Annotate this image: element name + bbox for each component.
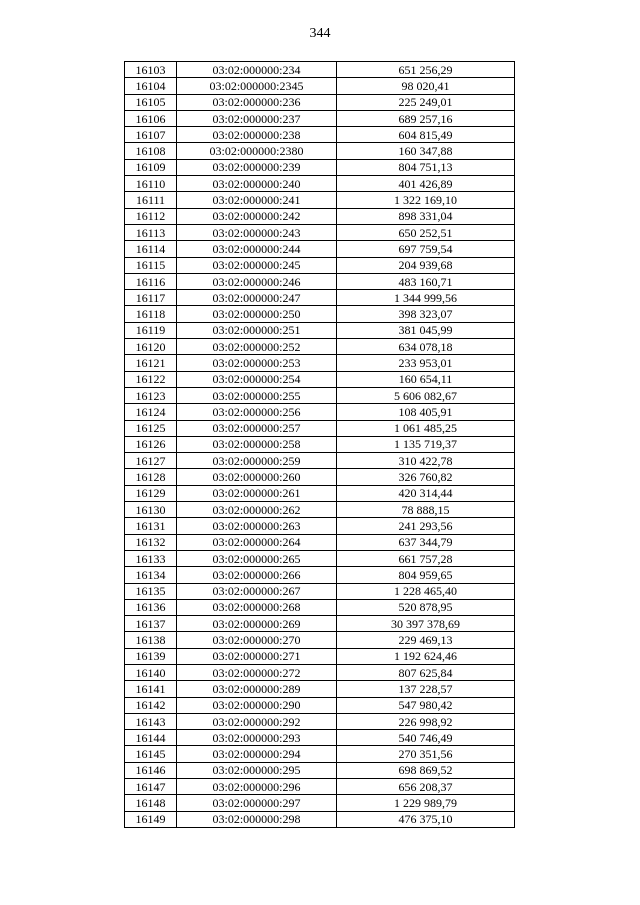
cadastral-number-cell: 03:02:000000:269 xyxy=(177,616,337,632)
cadastral-number-cell: 03:02:000000:243 xyxy=(177,224,337,240)
cadastral-number-cell: 03:02:000000:244 xyxy=(177,241,337,257)
cadastral-number-cell: 03:02:000000:237 xyxy=(177,110,337,126)
cadastral-value-cell: 98 020,41 xyxy=(337,78,515,94)
table-row xyxy=(125,713,515,729)
table-row xyxy=(125,387,515,403)
cadastral-number-cell: 03:02:000000:2380 xyxy=(177,143,337,159)
cadastral-value-cell: 547 980,42 xyxy=(337,697,515,713)
table-row xyxy=(125,224,515,240)
cadastral-number-cell: 03:02:000000:2345 xyxy=(177,78,337,94)
page-number: 344 xyxy=(309,26,331,41)
cadastral-value-cell: 326 760,82 xyxy=(337,469,515,485)
cadastral-number-cell: 03:02:000000:289 xyxy=(177,681,337,697)
row-number-cell: 16116 xyxy=(125,273,177,289)
cadastral-value-cell: 661 757,28 xyxy=(337,550,515,566)
cadastral-number-cell: 03:02:000000:253 xyxy=(177,355,337,371)
cadastral-number-cell: 03:02:000000:296 xyxy=(177,779,337,795)
row-number-cell: 16138 xyxy=(125,632,177,648)
cadastral-value-cell: 650 252,51 xyxy=(337,224,515,240)
cadastral-value-cell: 651 256,29 xyxy=(337,62,515,78)
cadastral-value-cell: 1 322 169,10 xyxy=(337,192,515,208)
table-row xyxy=(125,534,515,550)
row-number-cell: 16143 xyxy=(125,713,177,729)
row-number-cell: 16121 xyxy=(125,355,177,371)
cadastral-number-cell: 03:02:000000:266 xyxy=(177,567,337,583)
cadastral-value-cell: 137 228,57 xyxy=(337,681,515,697)
cadastral-value-cell: 160 654,11 xyxy=(337,371,515,387)
cadastral-value-cell: 604 815,49 xyxy=(337,127,515,143)
cadastral-value-cell: 204 939,68 xyxy=(337,257,515,273)
row-number-cell: 16123 xyxy=(125,387,177,403)
cadastral-number-cell: 03:02:000000:241 xyxy=(177,192,337,208)
cadastral-number-cell: 03:02:000000:257 xyxy=(177,420,337,436)
table-row xyxy=(125,436,515,452)
row-number-cell: 16129 xyxy=(125,485,177,501)
cadastral-number-cell: 03:02:000000:252 xyxy=(177,339,337,355)
row-number-cell: 16112 xyxy=(125,208,177,224)
cadastral-number-cell: 03:02:000000:247 xyxy=(177,290,337,306)
row-number-cell: 16126 xyxy=(125,436,177,452)
row-number-cell: 16117 xyxy=(125,290,177,306)
cadastral-number-cell: 03:02:000000:292 xyxy=(177,713,337,729)
table-row xyxy=(125,811,515,827)
cadastral-number-cell: 03:02:000000:251 xyxy=(177,322,337,338)
cadastral-value-table xyxy=(124,61,515,828)
cadastral-number-cell: 03:02:000000:255 xyxy=(177,387,337,403)
table-row xyxy=(125,762,515,778)
cadastral-value-cell: 898 331,04 xyxy=(337,208,515,224)
table-row xyxy=(125,453,515,469)
table-row xyxy=(125,697,515,713)
table-row xyxy=(125,502,515,518)
cadastral-number-cell: 03:02:000000:256 xyxy=(177,404,337,420)
row-number-cell: 16139 xyxy=(125,648,177,664)
cadastral-number-cell: 03:02:000000:250 xyxy=(177,306,337,322)
table-row xyxy=(125,143,515,159)
table-row xyxy=(125,306,515,322)
cadastral-number-cell: 03:02:000000:297 xyxy=(177,795,337,811)
cadastral-value-cell: 1 228 465,40 xyxy=(337,583,515,599)
table-row xyxy=(125,322,515,338)
row-number-cell: 16105 xyxy=(125,94,177,110)
cadastral-number-cell: 03:02:000000:258 xyxy=(177,436,337,452)
row-number-cell: 16142 xyxy=(125,697,177,713)
table-row xyxy=(125,632,515,648)
table-row xyxy=(125,664,515,680)
cadastral-number-cell: 03:02:000000:272 xyxy=(177,664,337,680)
cadastral-number-cell: 03:02:000000:234 xyxy=(177,62,337,78)
cadastral-number-cell: 03:02:000000:246 xyxy=(177,273,337,289)
table-row xyxy=(125,159,515,175)
cadastral-number-cell: 03:02:000000:261 xyxy=(177,485,337,501)
cadastral-value-cell: 1 192 624,46 xyxy=(337,648,515,664)
table-row xyxy=(125,599,515,615)
cadastral-number-cell: 03:02:000000:262 xyxy=(177,502,337,518)
table-row xyxy=(125,746,515,762)
cadastral-value-cell: 229 469,13 xyxy=(337,632,515,648)
table-row xyxy=(125,681,515,697)
row-number-cell: 16149 xyxy=(125,811,177,827)
cadastral-value-cell: 78 888,15 xyxy=(337,502,515,518)
cadastral-value-cell: 697 759,54 xyxy=(337,241,515,257)
row-number-cell: 16130 xyxy=(125,502,177,518)
cadastral-value-cell: 420 314,44 xyxy=(337,485,515,501)
row-number-cell: 16115 xyxy=(125,257,177,273)
row-number-cell: 16107 xyxy=(125,127,177,143)
table-row xyxy=(125,273,515,289)
row-number-cell: 16109 xyxy=(125,159,177,175)
row-number-cell: 16111 xyxy=(125,192,177,208)
cadastral-number-cell: 03:02:000000:290 xyxy=(177,697,337,713)
cadastral-number-cell: 03:02:000000:254 xyxy=(177,371,337,387)
cadastral-value-cell: 108 405,91 xyxy=(337,404,515,420)
row-number-cell: 16128 xyxy=(125,469,177,485)
table-row xyxy=(125,62,515,78)
cadastral-value-cell: 689 257,16 xyxy=(337,110,515,126)
cadastral-value-cell: 310 422,78 xyxy=(337,453,515,469)
table-row xyxy=(125,485,515,501)
cadastral-number-cell: 03:02:000000:240 xyxy=(177,176,337,192)
cadastral-number-cell: 03:02:000000:238 xyxy=(177,127,337,143)
cadastral-value-cell: 637 344,79 xyxy=(337,534,515,550)
cadastral-value-cell: 634 078,18 xyxy=(337,339,515,355)
cadastral-value-cell: 1 135 719,37 xyxy=(337,436,515,452)
cadastral-number-cell: 03:02:000000:294 xyxy=(177,746,337,762)
row-number-cell: 16134 xyxy=(125,567,177,583)
table-row xyxy=(125,648,515,664)
cadastral-value-cell: 381 045,99 xyxy=(337,322,515,338)
cadastral-number-cell: 03:02:000000:293 xyxy=(177,730,337,746)
cadastral-number-cell: 03:02:000000:264 xyxy=(177,534,337,550)
row-number-cell: 16110 xyxy=(125,176,177,192)
table-row xyxy=(125,779,515,795)
row-number-cell: 16147 xyxy=(125,779,177,795)
table-row xyxy=(125,371,515,387)
table-row xyxy=(125,795,515,811)
cadastral-value-cell: 804 751,13 xyxy=(337,159,515,175)
table-row xyxy=(125,339,515,355)
cadastral-number-cell: 03:02:000000:271 xyxy=(177,648,337,664)
table-body xyxy=(125,62,515,828)
row-number-cell: 16114 xyxy=(125,241,177,257)
row-number-cell: 16140 xyxy=(125,664,177,680)
cadastral-value-cell: 225 249,01 xyxy=(337,94,515,110)
table-row xyxy=(125,78,515,94)
row-number-cell: 16135 xyxy=(125,583,177,599)
table-row xyxy=(125,241,515,257)
cadastral-number-cell: 03:02:000000:259 xyxy=(177,453,337,469)
cadastral-value-cell: 804 959,65 xyxy=(337,567,515,583)
table-row xyxy=(125,94,515,110)
cadastral-value-cell: 483 160,71 xyxy=(337,273,515,289)
cadastral-value-cell: 1 061 485,25 xyxy=(337,420,515,436)
cadastral-value-cell: 656 208,37 xyxy=(337,779,515,795)
row-number-cell: 16146 xyxy=(125,762,177,778)
row-number-cell: 16132 xyxy=(125,534,177,550)
row-number-cell: 16136 xyxy=(125,599,177,615)
cadastral-number-cell: 03:02:000000:260 xyxy=(177,469,337,485)
cadastral-number-cell: 03:02:000000:267 xyxy=(177,583,337,599)
row-number-cell: 16118 xyxy=(125,306,177,322)
table-row xyxy=(125,420,515,436)
table-row xyxy=(125,469,515,485)
row-number-cell: 16104 xyxy=(125,78,177,94)
table-row xyxy=(125,192,515,208)
cadastral-value-cell: 698 869,52 xyxy=(337,762,515,778)
cadastral-value-cell: 226 998,92 xyxy=(337,713,515,729)
row-number-cell: 16106 xyxy=(125,110,177,126)
cadastral-number-cell: 03:02:000000:295 xyxy=(177,762,337,778)
row-number-cell: 16124 xyxy=(125,404,177,420)
cadastral-value-cell: 520 878,95 xyxy=(337,599,515,615)
cadastral-number-cell: 03:02:000000:245 xyxy=(177,257,337,273)
row-number-cell: 16144 xyxy=(125,730,177,746)
table-row xyxy=(125,616,515,632)
table-row xyxy=(125,110,515,126)
table-row xyxy=(125,355,515,371)
table-row xyxy=(125,127,515,143)
cadastral-number-cell: 03:02:000000:298 xyxy=(177,811,337,827)
row-number-cell: 16141 xyxy=(125,681,177,697)
row-number-cell: 16122 xyxy=(125,371,177,387)
table-row xyxy=(125,730,515,746)
cadastral-value-cell: 5 606 082,67 xyxy=(337,387,515,403)
row-number-cell: 16113 xyxy=(125,224,177,240)
cadastral-number-cell: 03:02:000000:236 xyxy=(177,94,337,110)
cadastral-value-cell: 401 426,89 xyxy=(337,176,515,192)
table-row xyxy=(125,257,515,273)
row-number-cell: 16145 xyxy=(125,746,177,762)
table-row xyxy=(125,567,515,583)
cadastral-number-cell: 03:02:000000:268 xyxy=(177,599,337,615)
cadastral-number-cell: 03:02:000000:242 xyxy=(177,208,337,224)
row-number-cell: 16131 xyxy=(125,518,177,534)
cadastral-value-cell: 398 323,07 xyxy=(337,306,515,322)
cadastral-value-cell: 540 746,49 xyxy=(337,730,515,746)
row-number-cell: 16125 xyxy=(125,420,177,436)
cadastral-value-cell: 233 953,01 xyxy=(337,355,515,371)
table-row xyxy=(125,583,515,599)
cadastral-number-cell: 03:02:000000:270 xyxy=(177,632,337,648)
cadastral-value-cell: 30 397 378,69 xyxy=(337,616,515,632)
cadastral-number-cell: 03:02:000000:239 xyxy=(177,159,337,175)
cadastral-value-cell: 476 375,10 xyxy=(337,811,515,827)
table-row xyxy=(125,550,515,566)
row-number-cell: 16120 xyxy=(125,339,177,355)
row-number-cell: 16148 xyxy=(125,795,177,811)
row-number-cell: 16119 xyxy=(125,322,177,338)
row-number-cell: 16127 xyxy=(125,453,177,469)
row-number-cell: 16103 xyxy=(125,62,177,78)
table-row xyxy=(125,208,515,224)
cadastral-number-cell: 03:02:000000:263 xyxy=(177,518,337,534)
row-number-cell: 16137 xyxy=(125,616,177,632)
cadastral-number-cell: 03:02:000000:265 xyxy=(177,550,337,566)
cadastral-value-cell: 270 351,56 xyxy=(337,746,515,762)
cadastral-value-cell: 1 344 999,56 xyxy=(337,290,515,306)
table-row xyxy=(125,518,515,534)
cadastral-value-cell: 1 229 989,79 xyxy=(337,795,515,811)
cadastral-value-cell: 241 293,56 xyxy=(337,518,515,534)
cadastral-value-cell: 807 625,84 xyxy=(337,664,515,680)
table-row xyxy=(125,290,515,306)
table-row xyxy=(125,404,515,420)
cadastral-value-cell: 160 347,88 xyxy=(337,143,515,159)
row-number-cell: 16108 xyxy=(125,143,177,159)
row-number-cell: 16133 xyxy=(125,550,177,566)
table-row xyxy=(125,176,515,192)
